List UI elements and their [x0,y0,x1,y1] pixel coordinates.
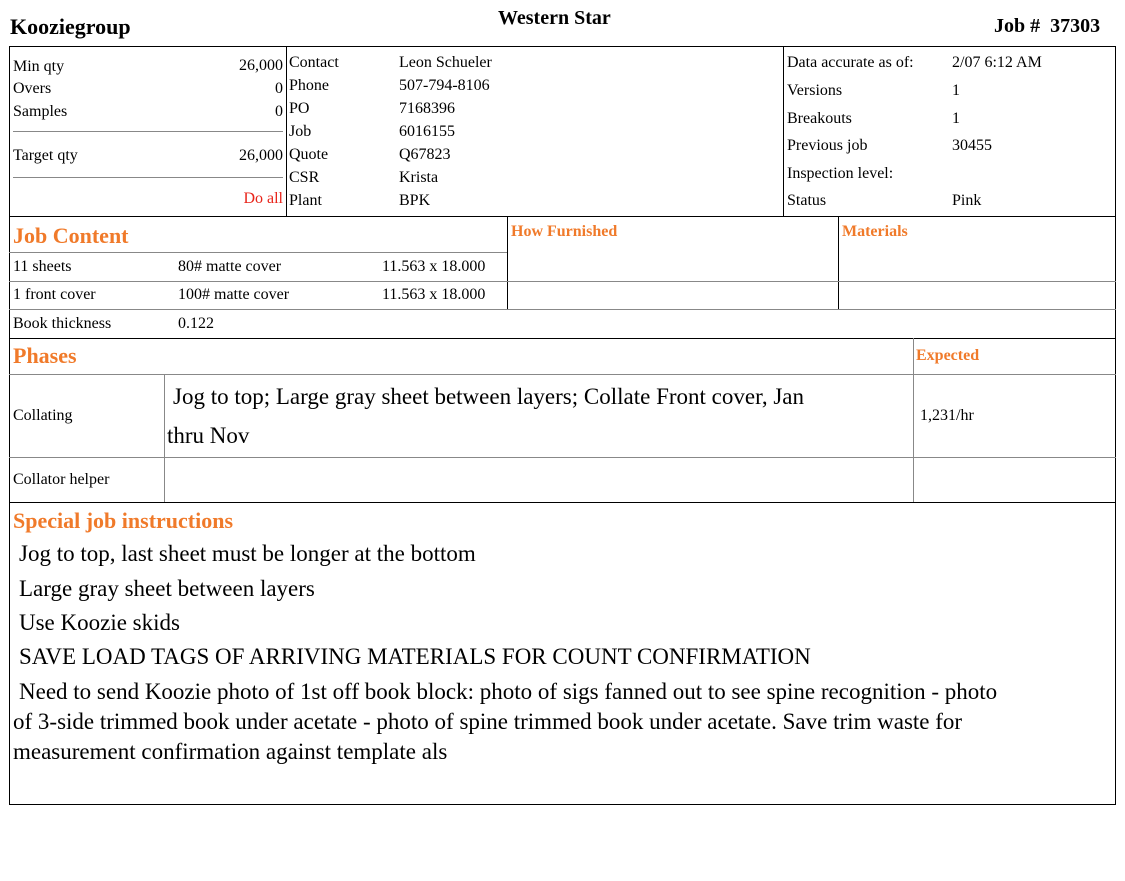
phases-header-rule [9,374,1116,375]
po-value: 7168396 [399,100,455,117]
instruction-paragraph-line: Need to send Koozie photo of 1st off book block: photo of sigs fanned out to see spine recognition - photo [19,679,998,704]
target-qty-label: Target qty [13,147,78,164]
job-number-block [994,15,1100,38]
divider-phases-special [9,502,1116,503]
versions-label: Versions [787,82,843,99]
page-title: Western Star [498,7,611,29]
breakouts-value: 1 [952,110,960,127]
divider-content-furnished [507,216,508,309]
po-label: PO [289,100,310,117]
contact-value: Leon Schueler [399,54,492,71]
content-header-rule [9,252,507,253]
book-thickness-value: 0.122 [178,315,214,332]
status-value: Pink [952,192,982,209]
job-number: 37303 [1050,15,1101,37]
qty-rule-2 [13,177,283,178]
overs-label: Overs [13,80,52,97]
job-label: Job [289,123,312,140]
previous-job-value: 30455 [952,137,992,154]
divider-content-phases [9,338,1116,339]
contact-label: Contact [289,54,339,71]
data-accurate-label: Data accurate as of: [787,54,914,71]
phase-note-line: Jog to top; Large gray sheet between layers; Collate Front cover, Jan [173,384,804,409]
phase-note-line: thru Nov [167,423,250,448]
csr-value: Krista [399,169,439,186]
instruction-line: Jog to top, last sheet must be longer at the bottom [19,541,476,566]
divider-phase-name [164,374,165,502]
status-label: Status [787,192,827,209]
csr-label: CSR [289,169,320,186]
content-row-stock: 100# matte cover [178,286,290,303]
job-value: 6016155 [399,123,455,140]
expected-heading: Expected [916,347,980,364]
min-qty-value: 26,000 [239,57,283,74]
phases-heading: Phases [13,343,77,368]
phase-name: Collator helper [13,471,110,488]
plant-label: Plant [289,192,322,209]
do-all-link[interactable]: Do all [243,190,283,207]
special-instructions-heading: Special job instructions [13,508,234,533]
instruction-paragraph-line: of 3-side trimmed book under acetate - photo of spine trimmed book under acetate. Save trim waste for [13,709,963,734]
materials-heading: Materials [842,223,908,240]
previous-job-label: Previous job [787,137,868,154]
company-name: Kooziegroup [10,14,131,39]
content-row-item: 11 sheets [13,258,72,275]
versions-value: 1 [952,82,960,99]
instruction-line: Use Koozie skids [19,610,180,635]
phase-name: Collating [13,407,73,424]
instruction-line: Large gray sheet between layers [19,576,315,601]
target-qty-value: 26,000 [239,147,283,164]
content-row-rule-2 [9,309,1116,310]
content-row-size: 11.563 x 18.000 [382,286,486,303]
content-row-stock: 80# matte cover [178,258,282,275]
instruction-paragraph-line: measurement confirmation against template als [13,739,448,764]
divider-contact-status [783,46,784,216]
book-thickness-label: Book thickness [13,315,112,332]
content-row-size: 11.563 x 18.000 [382,258,486,275]
qty-rule-1 [13,131,283,132]
quote-label: Quote [289,146,329,163]
samples-label: Samples [13,103,68,120]
samples-value: 0 [275,103,283,120]
data-accurate-value: 2/07 6:12 AM [952,54,1042,71]
divider-furnished-materials [838,216,839,309]
breakouts-label: Breakouts [787,110,852,127]
plant-value: BPK [399,192,431,209]
phone-label: Phone [289,77,329,94]
job-content-heading: Job Content [13,223,129,248]
overs-value: 0 [275,80,283,97]
content-row-item: 1 front cover [13,286,96,303]
phases-row-rule [9,457,1116,458]
divider-qty-contact [286,46,287,216]
content-row-rule-1 [9,281,1116,282]
job-number-label: Job # [994,15,1041,37]
phase-expected-rate: 1,231/hr [920,407,974,424]
instruction-line: SAVE LOAD TAGS OF ARRIVING MATERIALS FOR COUNT CONFIRMATION [19,644,811,669]
quote-value: Q67823 [399,146,451,163]
divider-top-section [9,216,1116,217]
min-qty-label: Min qty [13,58,65,75]
divider-phase-expected [913,338,914,502]
inspection-level-label: Inspection level: [787,165,894,182]
how-furnished-heading: How Furnished [511,223,618,240]
phone-value: 507-794-8106 [399,77,490,94]
